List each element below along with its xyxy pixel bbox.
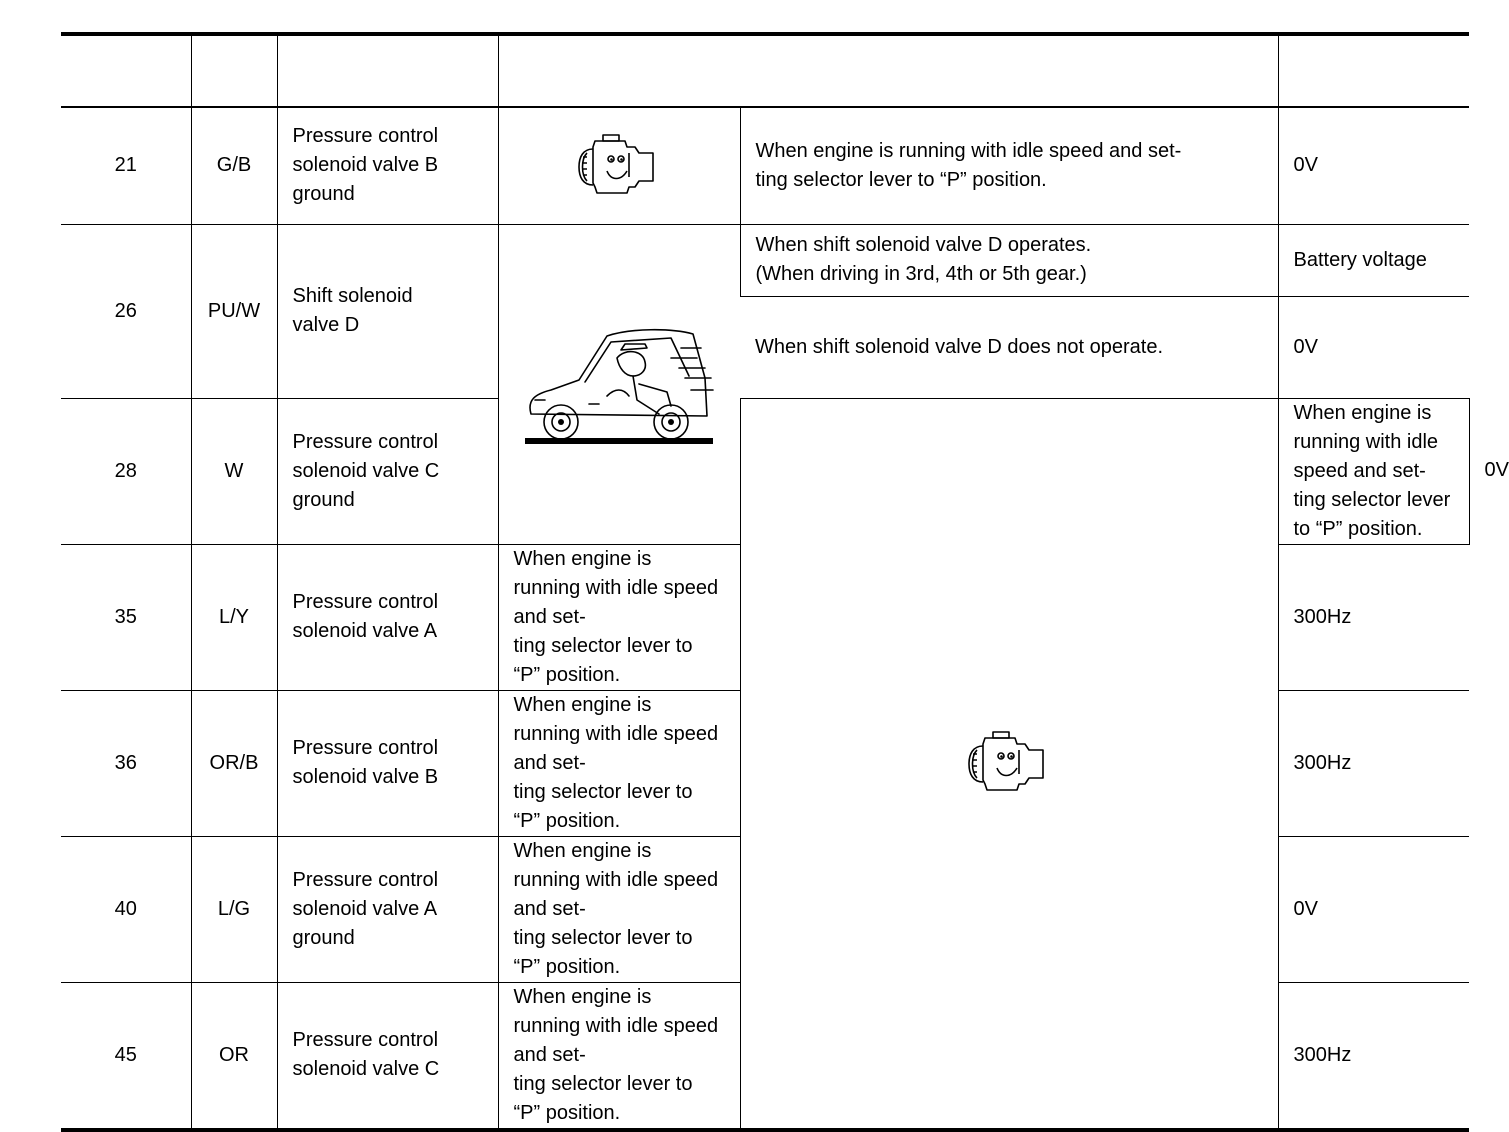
wire-color-cell: OR/B	[191, 690, 277, 836]
condition-cell	[498, 836, 740, 982]
car-icon-cell	[498, 224, 740, 544]
condition-cell	[498, 690, 740, 836]
condition-cell	[1278, 398, 1469, 544]
item-cell	[277, 982, 498, 1130]
text-line: ting selector lever to “P” position.	[513, 926, 693, 978]
text-line: valve D	[292, 314, 360, 336]
wire-color-cell: W	[191, 398, 277, 544]
terminal-cell: 45	[61, 982, 191, 1130]
terminal-cell: 35	[61, 544, 191, 690]
terminal-cell: 26	[61, 224, 191, 398]
text-line: solenoid valve B	[292, 766, 439, 788]
text-line: Pressure control	[292, 125, 439, 148]
data-value-cell: 300Hz	[1278, 690, 1469, 836]
terminal-cell: 36	[61, 690, 191, 836]
text-line: When shift solenoid valve D does not operate.	[755, 335, 1164, 358]
text-line: Shift solenoid	[292, 285, 413, 307]
condition-cell	[740, 296, 1278, 398]
text-line: Pressure control	[292, 737, 439, 759]
data-value-cell: 0V	[1278, 836, 1469, 982]
text-line: solenoid valve A	[292, 620, 438, 642]
text-line: When engine is running with idle speed and set-	[755, 139, 1182, 162]
condition-cell	[740, 224, 1278, 296]
text-line: solenoid valve B	[292, 154, 439, 177]
text-line: ting selector lever to “P” position.	[755, 168, 1047, 191]
car-driver-icon	[521, 318, 717, 450]
wire-color-cell: L/Y	[191, 544, 277, 690]
text-line: Pressure control	[292, 591, 439, 613]
text-line: (When driving in 3rd, 4th or 5th gear.)	[755, 263, 1087, 285]
text-line: solenoid valve A	[292, 897, 438, 920]
text-line: ting selector lever to “P” position.	[1293, 488, 1451, 540]
header-terminal	[61, 34, 191, 107]
terminal-cell: 28	[61, 398, 191, 544]
item-cell	[277, 836, 498, 982]
text-line: ground	[292, 926, 355, 949]
text-line: When engine is running with idle speed and set-	[513, 547, 719, 628]
table-row: 28 W Pressure control solenoid valve C ground When engine is running with idle speed and set- ting selector lever to “P” position. 0V	[61, 398, 1469, 544]
tcm-terminal-table	[61, 32, 1509, 1132]
text-line: ground	[292, 488, 355, 511]
item-cell	[277, 224, 498, 398]
text-line: When engine is running with idle speed and set-	[513, 985, 719, 1066]
text-line: When shift solenoid valve D operates.	[755, 234, 1092, 256]
wire-color-cell: OR	[191, 982, 277, 1130]
text-line: ting selector lever to “P” position.	[513, 780, 693, 832]
engine-face-icon	[963, 730, 1055, 796]
text-line: ting selector lever to “P” position.	[513, 1072, 693, 1124]
text-line: solenoid valve C	[292, 1058, 440, 1080]
header-item	[277, 34, 498, 107]
item-cell	[277, 690, 498, 836]
data-value-cell: 0V	[1278, 296, 1469, 398]
header-condition	[498, 34, 1278, 107]
text-line: When engine is running with idle speed and set-	[513, 693, 719, 774]
header-wire-color	[191, 34, 277, 107]
engine-icon-cell	[740, 398, 1278, 1130]
condition-cell	[498, 982, 740, 1130]
terminal-cell: 21	[61, 107, 191, 224]
wire-color-cell: PU/W	[191, 224, 277, 398]
text-line: solenoid valve C	[292, 459, 440, 482]
data-value-cell: 0V	[1278, 107, 1469, 224]
text-line: When engine is running with idle speed and set-	[1293, 401, 1439, 482]
wire-color-cell: G/B	[191, 107, 277, 224]
data-value-cell: 300Hz	[1278, 982, 1469, 1130]
text-line: Pressure control	[292, 430, 439, 453]
header-row	[61, 34, 1469, 107]
text-line: ting selector lever to “P” position.	[513, 634, 693, 686]
item-cell	[277, 544, 498, 690]
text-line: Pressure control	[292, 868, 439, 891]
item-cell	[277, 398, 498, 544]
wire-color-cell: L/G	[191, 836, 277, 982]
table-row	[61, 224, 1469, 296]
data-value-cell: Battery voltage	[1278, 224, 1469, 296]
text-line: ground	[292, 183, 355, 206]
condition-cell	[498, 544, 740, 690]
header-data	[1278, 34, 1469, 107]
condition-cell	[740, 107, 1278, 224]
item-cell	[277, 107, 498, 224]
text-line: Pressure control	[292, 1029, 439, 1051]
engine-icon-cell	[498, 107, 740, 224]
data-value-cell: 300Hz	[1278, 544, 1469, 690]
text-line: When engine is running with idle speed and set-	[513, 839, 719, 920]
table-row	[61, 107, 1469, 224]
engine-face-icon	[573, 133, 665, 199]
terminal-cell: 40	[61, 836, 191, 982]
